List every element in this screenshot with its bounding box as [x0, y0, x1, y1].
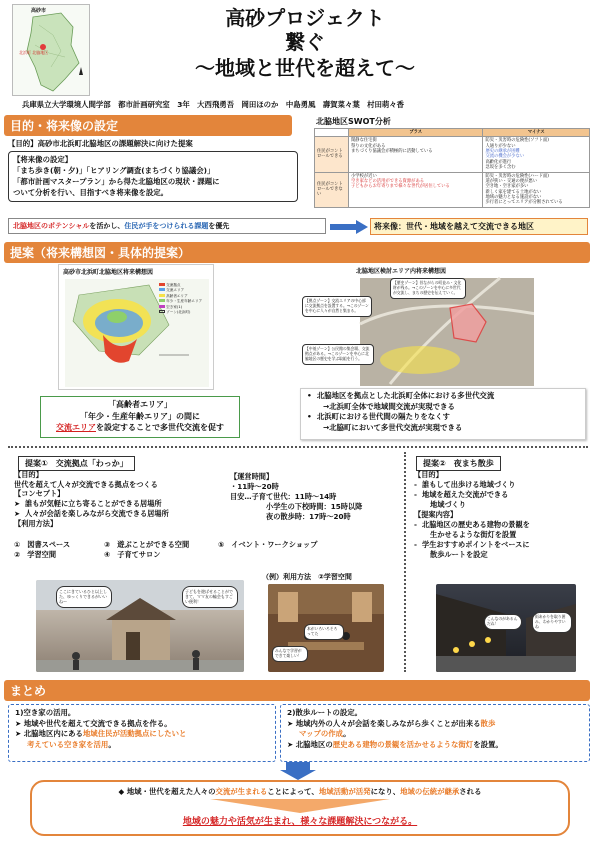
summary-a-title: 1)空き家の活用。: [15, 708, 76, 717]
zone-callout-3: 【歴史ゾーン】昔ながらの町並み・文化財が残る。→このゾーンを中心に多世代が交流し、まちの歴史を伝えていく。: [390, 278, 466, 299]
page-title: 高砂プロジェクト: [225, 6, 385, 30]
elderly-area-text: 「高齢者エリア」: [108, 400, 172, 409]
swot-s-item: 閑静な住宅街: [351, 138, 377, 144]
issues-text: 住民が手をつけられる課題: [124, 222, 209, 230]
legend-item: 空き家(1): [159, 305, 202, 310]
legend-item: 年少・生産年齢エリア: [159, 299, 202, 304]
summary-b-title: 2)散歩ルートの設定。: [287, 708, 363, 717]
summary-b-3: ➤ 北脇地区の歴史ある建物の景観を活かせるような街灯を設置。: [287, 740, 503, 750]
potential-bar: [8, 218, 326, 234]
purpose-line-3: 「まち歩き(朝・夕)」「ヒアリング調査(まちづくり協議会)」: [13, 166, 215, 176]
right-arrow-icon: [330, 220, 368, 234]
p1-line: 世代を超えて人々が交流できる拠点をつくる: [14, 479, 158, 489]
section-heading-purpose: 目的・将来像の設定: [4, 115, 292, 136]
swot-o-item: 空き家などの活用ができる資源がある: [351, 178, 425, 184]
proposal-2-body: [414, 470, 588, 559]
section-heading-proposal: 提案（将来構想図・具体的提案）: [4, 242, 590, 263]
purpose-line-1: 【目的】高砂市北浜町北脇地区の課題解決に向けた提案: [8, 139, 193, 148]
swot-corner: [315, 129, 349, 137]
usage-row-2: ② 学習空間 ④ 子育てサロン: [14, 550, 161, 560]
potential-text-2: を活かし、: [89, 222, 125, 230]
swot-t-item: 防災・災害時の危険性(ハード面): [485, 173, 549, 179]
purpose-box: [8, 151, 298, 201]
map-legend: [159, 283, 202, 315]
conclusion-box: [30, 780, 570, 836]
summary-result-2: →北脇町において多世代交流が実現できる: [323, 423, 463, 433]
final-conclusion: 地域の魅力や活気が生まれ、様々な課題解決につながる。: [182, 817, 418, 827]
divider-dotted: [8, 446, 588, 448]
usage-row-1: ① 図書スペース ③ 遊ぶことができる空間 ⑤ イベント・ワークショップ: [14, 540, 318, 549]
exchange-area-text: 交流エリアを設定することで多世代交流を促す: [56, 423, 224, 433]
summary-bullet-1: • 北脇地区を拠点とした北浜町全体における多世代交流: [307, 391, 495, 400]
exchange-area-box: [40, 396, 240, 438]
hours-line: 夜の散歩時：17時～20時: [266, 512, 351, 522]
summary-b-2: マップの作成。: [299, 729, 351, 739]
authors-line: 兵庫県立大学環境人間学部 都市計画研究室 3年 大西飛勇吾 岡田ほのか 中島勇風 壽賀菜々葉 村田萌々香: [22, 100, 405, 109]
future-map-2-title: 北脇地区検討エリア内将来構想図: [356, 268, 447, 275]
p1-concept-2: ➤ 人々が会話を楽しみながら交流できる居場所: [14, 508, 169, 518]
future-map-1-title: 高砂市北浜町北脇地区将来構想図: [63, 269, 154, 276]
summary-box-2: [280, 704, 590, 762]
future-map-2: [300, 264, 534, 386]
swot-o-item: 小学校が近い: [351, 173, 377, 179]
zone-callout-1: 【拠点ゾーン】交流エリアの中心部に交流拠点を設置する。→このゾーンを中心に人々が自然と集まる。: [302, 296, 372, 317]
proposal-1-body: [14, 470, 234, 528]
page-title-2: 繋ぐ: [285, 30, 325, 54]
speech-bubble-2: 子どもを遊ばせることができて、ママ友の輪会もすごい便利！: [182, 586, 238, 608]
swot-w-item: 歴史の継承が困難: [485, 149, 520, 155]
swot-t-item: 地域の魅力となる施設がない: [485, 194, 542, 200]
speech-bubble-4: みんなで学習ができて楽しい！: [272, 646, 308, 662]
swot-weaknesses: [483, 137, 590, 172]
p1-line: 【利用方法】: [14, 518, 58, 528]
summary-a-3: 考えている空き家を活用。: [27, 740, 116, 750]
swot-col-minus: マイナス: [483, 129, 590, 137]
future-vision-box: 将来像：世代・地域を越えて交流できる地区: [370, 218, 588, 235]
p2-line: 地域づくり: [430, 499, 466, 509]
section-heading-summary: まとめ: [4, 680, 590, 701]
down-arrow-icon: [280, 762, 316, 780]
p2-line: 【目的】: [414, 470, 443, 479]
swot-w-item: 交流の機会が少ない: [485, 154, 525, 160]
summary-a-2: ➤ 北脇地区内にある地域住民が活動拠点にしたいと: [15, 729, 187, 739]
illustration-street-scene: [36, 580, 244, 672]
p2-line: 散歩ルートを設定: [430, 549, 488, 559]
swot-t-item: 新しく家を建てる土地がない: [485, 189, 542, 195]
illustration-night-walk: [436, 584, 576, 672]
map-city-label: 高砂市: [31, 8, 47, 14]
speech-bubble-1: ここにきているひと以上した、ゆっくりできるがいいね～: [56, 586, 112, 608]
conclusion-line-1: ◆ 地域・世代を超えた人々の交流が生まれることによって、地域活動が活発になり、地域の伝統が継承される: [118, 787, 482, 796]
speech-bubble-5: こんなのがあるんだね！: [484, 614, 522, 630]
exchange-summary-box: [300, 388, 586, 440]
proposal-1-title: 提案① 交流拠点「わっか」: [18, 456, 135, 471]
swot-w-item: 防災・災害時の危険性(ソフト面): [485, 138, 549, 144]
legend-item: ゾーン(北浜町): [159, 310, 202, 315]
illustration-study-room: [268, 584, 384, 672]
p1-line: 【目的】: [14, 470, 43, 479]
swot-strengths: [349, 137, 483, 172]
purpose-line-5: ついて分析を行い、目指すべき将来像を設定。: [13, 188, 169, 198]
priority-text: を優先: [208, 222, 230, 230]
future-map-1: [58, 264, 214, 390]
zone-callout-2: 【中低ゾーン】公民館の集会場、交流拠点がある。→このゾーンを中心に北脇地区の歴史を学ぶ取組を行う。: [302, 344, 374, 365]
purpose-text-block: [8, 138, 298, 202]
example-usage-title: （例）利用方法 ②学習空間: [262, 573, 352, 581]
young-area-text: 「年少・生産年齢エリア」の間に: [80, 411, 200, 421]
p2-line: 【提案内容】: [414, 509, 458, 519]
usage-list: [14, 540, 318, 560]
swot-row-uncontrollable: 住民がコントロールできない: [315, 172, 349, 207]
operating-hours: [230, 472, 400, 522]
hours-line: 小学生の下校時間：15時以降: [266, 502, 363, 512]
proposal-2-title: 提案② 夜まち散歩: [416, 456, 501, 471]
map-spot-label: 北浜町 北脇地区: [19, 50, 49, 55]
hours-line: 目安…子育て世代：11時～14時: [230, 492, 337, 502]
purpose-line-4: 「都市計画マスタープラン」から得た北脇地区の現状・課題に: [13, 177, 220, 187]
summary-result-1: →北浜町全体で地域間交流が実現できる: [323, 401, 455, 411]
swot-w-item: 人通りが少ない: [485, 143, 516, 149]
legend-item: 高齢者エリア: [159, 294, 202, 299]
p2-aim-2: - 地域を超えた交流ができる: [414, 489, 509, 499]
swot-opportunities: [349, 172, 483, 207]
speech-bubble-6: 街あかりを取り囲み、わかりやすいね: [532, 612, 572, 633]
summary-bullet-2: • 北浜町における世代間の隔たりをなくす: [307, 412, 450, 422]
summary-a-1: ➤ 地域や世代を超えて交流できる拠点を作る。: [15, 718, 172, 728]
location-map: [12, 4, 90, 96]
swot-table: [314, 128, 590, 208]
swot-w-item: 急坂を多く含む: [485, 165, 516, 171]
p1-line: 【コンセプト】: [14, 489, 65, 499]
page-subtitle: ～地域と世代を超えて～: [195, 56, 415, 80]
swot-table-wrap: [314, 128, 590, 212]
p2-line: 生かせるような街灯を設置: [430, 529, 517, 539]
speech-bubble-3: 本がいろいろそろってた: [304, 624, 344, 640]
swot-row-controllable: 住民がコントロールできる: [315, 137, 349, 172]
p2-aim-1: - 誰もして出歩ける地域づくり: [414, 479, 516, 489]
legend-item: 交流エリア: [159, 288, 202, 293]
potential-text: 北脇地区のポテンシャル: [13, 222, 90, 230]
hours-title: 【運営時間】: [230, 472, 274, 481]
legend-item: 交流拠点: [159, 283, 202, 288]
summary-b-1: ➤ 地域内外の人々が会話を楽しみながら歩くことが出来る散歩: [287, 718, 496, 728]
swot-col-plus: プラス: [349, 129, 483, 137]
swot-s-item: 祭りの文化がある: [351, 143, 386, 149]
p1-concept-1: ➤ 誰もが気軽に立ち寄ることができる居場所: [14, 499, 162, 509]
divider-vertical: [404, 452, 406, 672]
swot-threats: [483, 172, 590, 207]
swot-t-item: 空き地・空き家が多い: [485, 184, 529, 190]
swot-t-item: 道が狭い・交通の便が悪い: [485, 178, 538, 184]
swot-title: 北脇地区SWOT分析: [316, 117, 391, 126]
purpose-line-2: 【将来像の設定】: [13, 155, 73, 165]
swot-t-item: 歩行者にとってエリアが分断されている: [485, 200, 563, 206]
p2-content-1: - 北脇地区の歴史ある建物の景観を: [414, 519, 530, 529]
swot-s-item: まちづくり協議会が積極的に活動している: [351, 149, 433, 155]
swot-o-item: 子どもからお年寄りまで様々な世代が居住している: [351, 184, 450, 190]
conclusion-arrow-icon: [200, 799, 400, 813]
p2-content-2: - 学生おすすめポイントをベースに: [414, 539, 530, 549]
hours-line: ・11時～20時: [230, 482, 279, 492]
swot-w-item: 高齢化が進行: [485, 159, 512, 165]
summary-box-1: [8, 704, 276, 762]
